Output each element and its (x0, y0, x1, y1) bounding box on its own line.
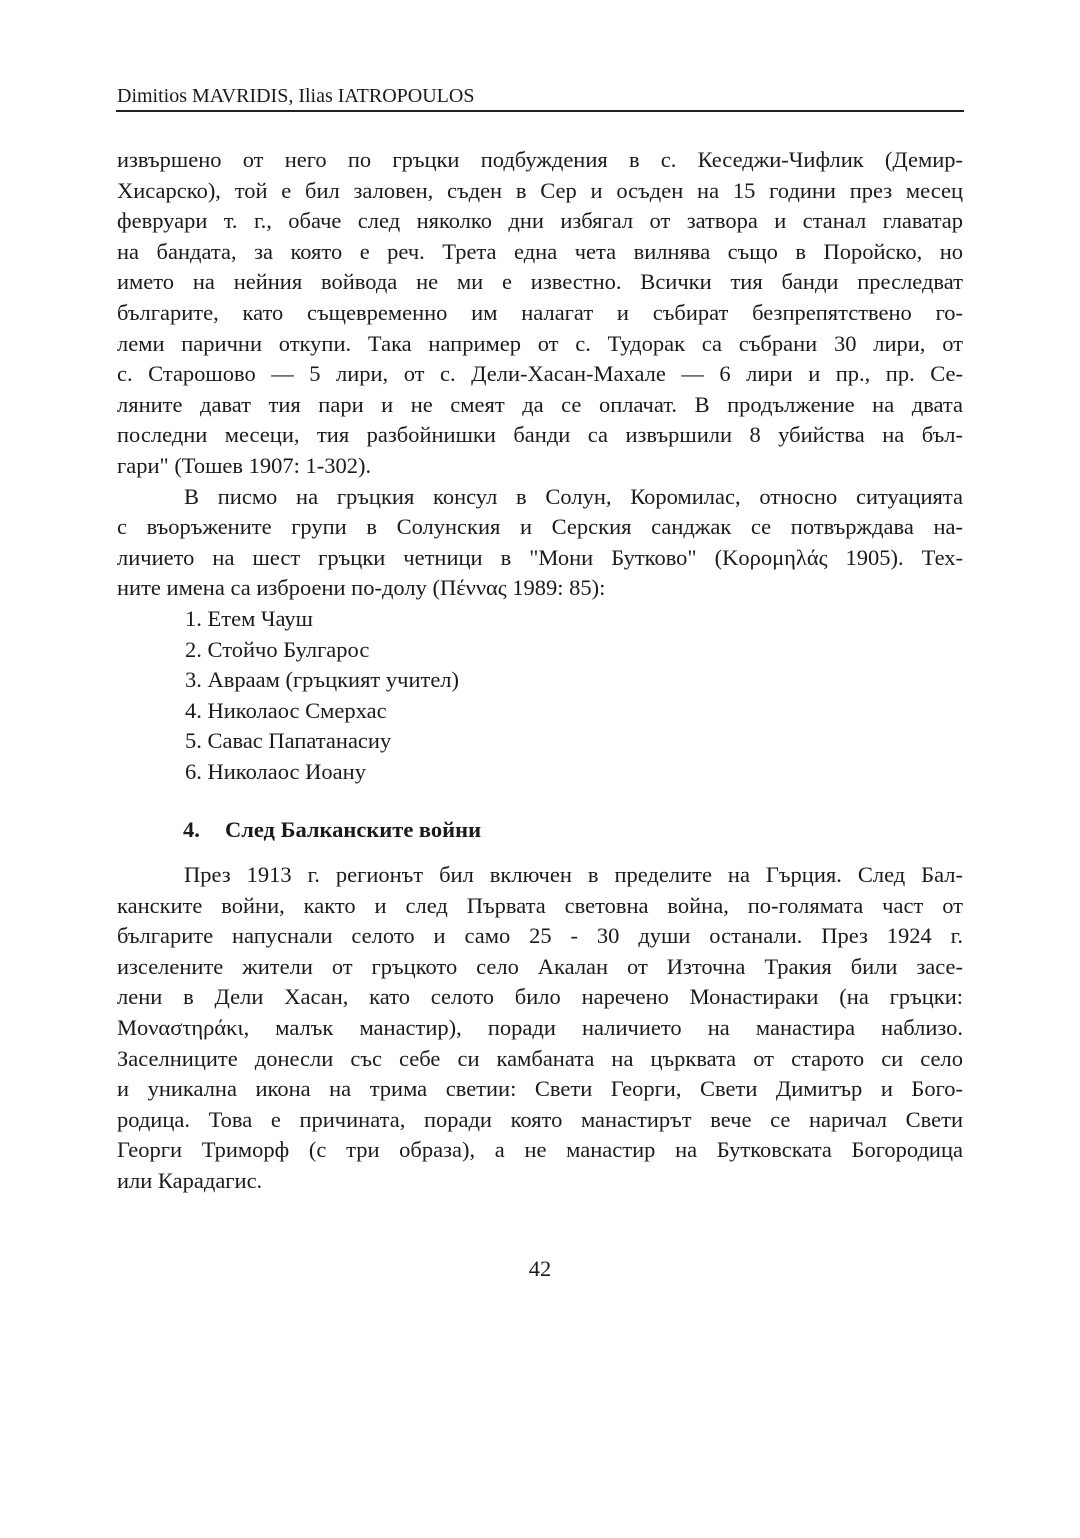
list-item: 1. Етем Чауш (185, 606, 313, 631)
text-line: името на нейния войвода не ми е известно. Всички тия банди преследват (117, 269, 963, 295)
paragraph-3 (117, 860, 963, 1197)
text-line: българите напуснали селото и само 25 - 30 души останали. През 1924 г. (117, 923, 963, 949)
text-line: леми парични откупи. Така например от с. Тудорак са събрани 30 лири, от (117, 330, 963, 356)
text-line: Хисарско), той е бил заловен, съден в Сер и осъден на 15 години през месец (117, 177, 963, 203)
list-item: 2. Стойчо Булгарос (185, 636, 370, 662)
running-header: Dimitios MAVRIDIS, Ilias IATROPOULOS (117, 85, 475, 107)
text-line: изселените жители от гръцкото село Акалан от Източна Тракия били засе- (117, 953, 963, 979)
list-item: 5. Савас Папатанасиу (185, 728, 392, 754)
text-line: През 1913 г. регионът бил включен в пределите на Гърция. След Бал- (184, 862, 963, 887)
text-line: Μοναστηράκι, малък манастир), поради наличието на манастира наблизо. (117, 1014, 963, 1040)
section-title: След Балканските войни (225, 817, 482, 842)
numbered-list (117, 604, 963, 788)
text-line: родица. Това е причината, поради която манастирът вече се наричал Свети (117, 1106, 963, 1132)
text-line: българите, като същевременно им налагат и събират безпрепятствено го- (117, 299, 963, 325)
text-line: ните имена са изброени по-долу (Πέννας 1989: 85): (117, 575, 606, 601)
header-rule (116, 110, 964, 112)
text-line: февруари т. г., обаче след няколко дни избягал от затвора и станал главатар (117, 208, 963, 234)
text-line: личието на шест гръцки четници в "Мони Бутково" (Κορομηλάς 1905). Тех- (117, 544, 963, 570)
text-line: ляните дават тия пари и не смеят да се оплачат. В продължение на двата (117, 391, 963, 417)
text-line: или Карадагис. (117, 1167, 263, 1193)
text-line: лени в Дели Хасан, като селото било наречено Монастираки (на гръцки: (117, 984, 963, 1010)
section-heading (117, 815, 963, 846)
section-number: 4. (183, 817, 200, 842)
page-number: 42 (528, 1256, 552, 1281)
paragraph-1 (117, 145, 963, 482)
text-line: на бандата, за която е реч. Трета една чета вилнява също в Поройско, но (117, 238, 963, 264)
text-line: и уникална икона на трима светии: Свети Георги, Свети Димитър и Бого- (117, 1076, 963, 1102)
text-line: Георги Триморф (с три образа), а не манастир на Бутковската Богородица (117, 1137, 963, 1163)
text-line: с въоръжените групи в Солунския и Серския санджак се потвърждава на- (117, 514, 963, 540)
text-line: гари" (Тошев 1907: 1-302). (117, 452, 372, 478)
list-item: 3. Авраам (гръцкият учител) (185, 667, 460, 693)
text-line: с. Старошово — 5 лири, от с. Дели-Хасан-Махале — 6 лири и пр., пр. Се- (117, 361, 963, 387)
text-line: канските войни, както и след Първата световна война, по-голямата част от (117, 892, 963, 918)
text-line: последни месеци, тия разбойнишки банди са извършили 8 убийства на бъл- (117, 422, 963, 448)
text-line: извършено от него по гръцки подбуждения в с. Кеседжи-Чифлик (Демир- (117, 147, 963, 172)
list-item: 6. Николаос Иоану (185, 758, 366, 784)
text-line: Заселниците донесли със себе си камбаната на църквата от старото си село (117, 1045, 963, 1071)
text-line: В писмо на гръцкия консул в Солун, Коромилас, относно ситуацията (184, 483, 963, 509)
list-item: 4. Николаос Смерхас (185, 697, 387, 723)
paragraph-2 (117, 482, 963, 604)
